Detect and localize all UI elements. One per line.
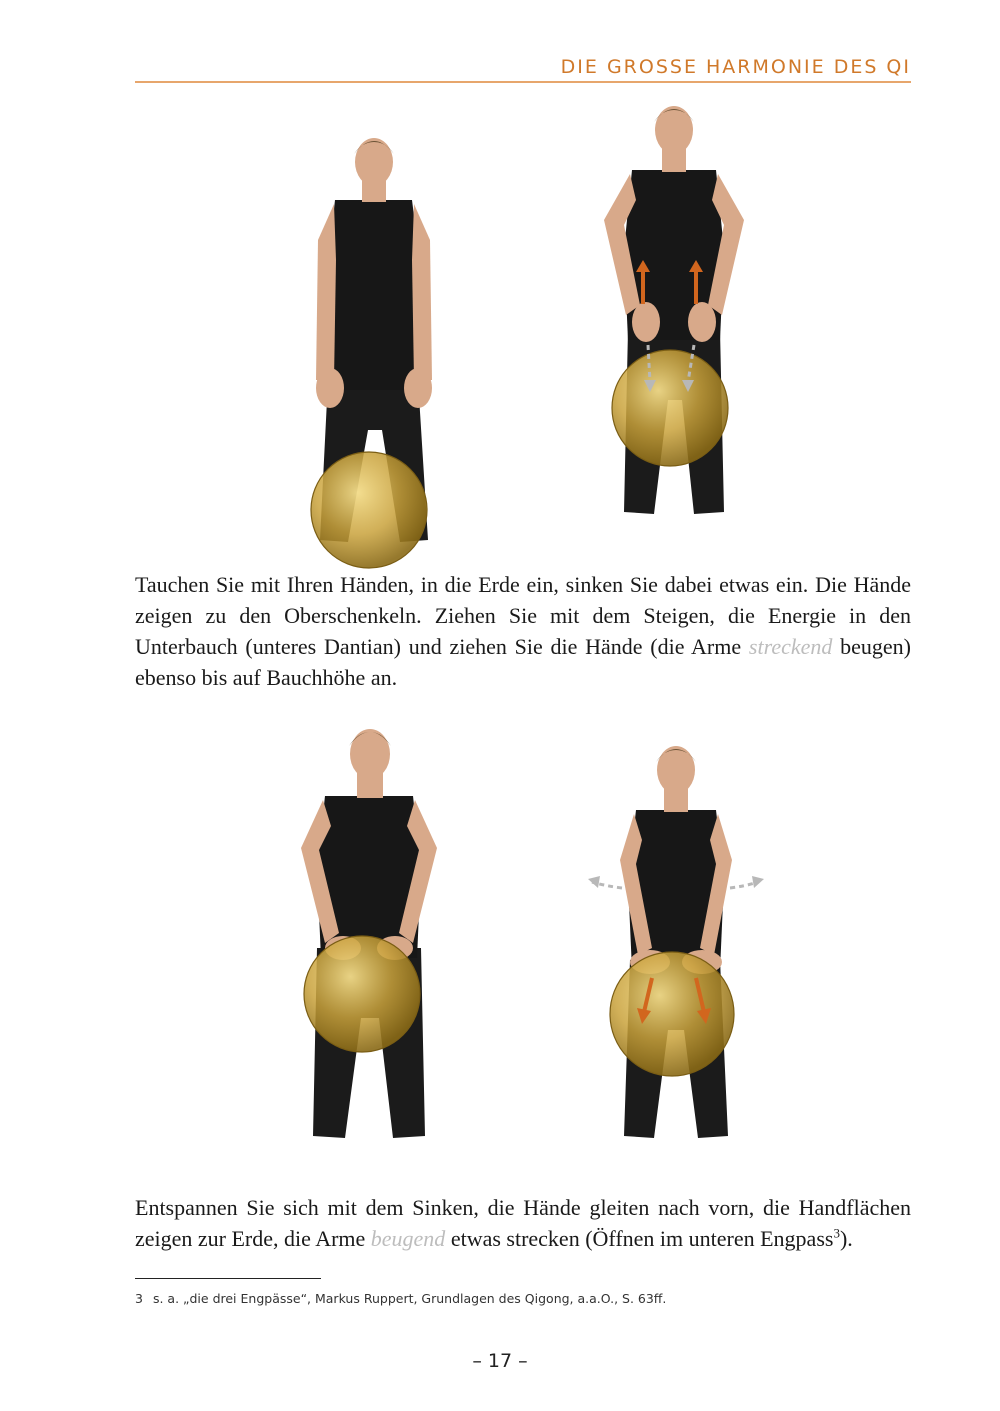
paragraph-1-crossed-word: streckend [748, 634, 833, 659]
paragraph-2-text-a: Entspannen Sie sich mit dem Sinken, die Hände gleiten nach vorn, die Handflächen zeigen zur Erde, die Arme [135, 1195, 911, 1251]
running-head: DIE GROSSE HARMONIE DES QI [560, 56, 911, 78]
page-number: – 17 – [472, 1350, 528, 1372]
footnote-rule [135, 1278, 321, 1279]
footnote-number: 3 [135, 1291, 143, 1306]
paragraph-1-text-b: beugen) ebenso bis auf Bauchhöhe an. [135, 634, 912, 690]
figure-hands-slide-forward [580, 740, 770, 1160]
figure-raise-energy [590, 100, 760, 540]
paragraph-2-text-b: etwas strecken (Öffnen im unteren Engpass [445, 1226, 834, 1251]
paragraph-1-text-a: Tauchen Sie mit Ihren Händen, in die Erde ein, sinken Sie dabei etwas ein. Die Hände zeigen zu den Oberschenkeln. Ziehen Sie mit dem Steigen, die Energie in den Unterbauch (unteres Dantian) und ziehen Sie die Hände (die Arme [135, 572, 911, 659]
header-rule [135, 81, 911, 83]
instruction-paragraph-2 [135, 1192, 911, 1254]
paragraph-2-crossed-word: beugend [370, 1226, 446, 1251]
footnote-reference[interactable]: 3 [833, 1225, 840, 1241]
footnote-text: s. a. „die drei Engpässe“, Markus Ruppert, Grundlagen des Qigong, a.a.O., S. 63ff. [152, 1291, 667, 1306]
instruction-paragraph-1 [135, 569, 911, 693]
figure-hands-on-ball [285, 718, 455, 1163]
footnote [135, 1291, 911, 1306]
figure-sink-into-earth [290, 130, 460, 575]
paragraph-2-text-c: ). [839, 1226, 853, 1251]
